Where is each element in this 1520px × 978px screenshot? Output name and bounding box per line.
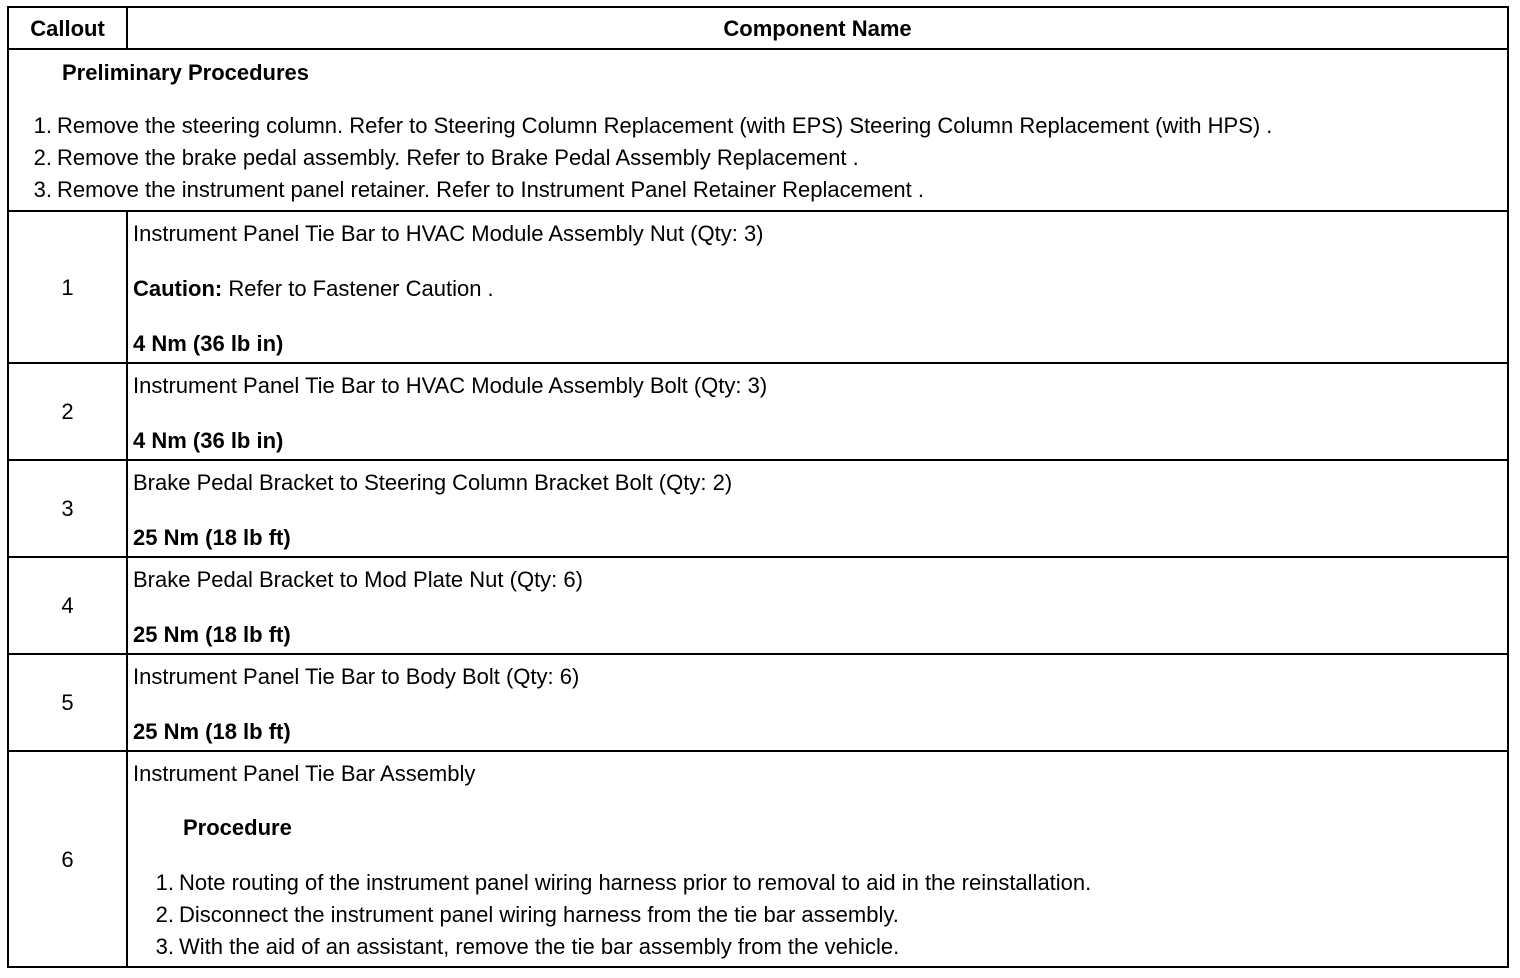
step-number: 2. bbox=[33, 144, 52, 170]
table-header-row bbox=[8, 7, 1508, 49]
component-cell bbox=[127, 363, 1508, 460]
table-row bbox=[8, 363, 1508, 460]
table-row bbox=[8, 557, 1508, 654]
component-name: Instrument Panel Tie Bar to Body Bolt (Qty: 6) bbox=[133, 664, 580, 689]
component-name: Instrument Panel Tie Bar to HVAC Module Assembly Bolt (Qty: 3) bbox=[133, 373, 768, 398]
callout-number: 1 bbox=[8, 211, 127, 363]
component-cell bbox=[127, 654, 1508, 751]
torque-spec: 25 Nm (18 lb ft) bbox=[133, 719, 291, 744]
torque-spec: 4 Nm (36 lb in) bbox=[133, 331, 284, 356]
table-row bbox=[8, 654, 1508, 751]
step-number: 2. bbox=[155, 901, 174, 927]
preliminary-procedures-row bbox=[8, 49, 1508, 211]
preliminary-step bbox=[9, 109, 1507, 141]
callout-number: 3 bbox=[8, 460, 127, 557]
component-name: Instrument Panel Tie Bar Assembly bbox=[133, 761, 476, 786]
callout-number: 2 bbox=[8, 363, 127, 460]
callout-number: 4 bbox=[8, 557, 127, 654]
procedure-step bbox=[133, 866, 1507, 898]
preliminary-step bbox=[9, 141, 1507, 173]
component-cell bbox=[127, 751, 1508, 967]
table-row bbox=[8, 211, 1508, 363]
component-table bbox=[7, 6, 1509, 968]
component-name-column-header: Component Name bbox=[127, 7, 1508, 49]
component-cell bbox=[127, 460, 1508, 557]
callout-number: 6 bbox=[8, 751, 127, 967]
step-text: Remove the brake pedal assembly. Refer to Brake Pedal Assembly Replacement . bbox=[57, 144, 859, 170]
torque-spec: 25 Nm (18 lb ft) bbox=[133, 622, 291, 647]
preliminary-step bbox=[9, 173, 1507, 205]
step-text: Disconnect the instrument panel wiring harness from the tie bar assembly. bbox=[179, 901, 899, 927]
component-name: Brake Pedal Bracket to Steering Column Bracket Bolt (Qty: 2) bbox=[133, 470, 733, 495]
procedure-step bbox=[133, 898, 1507, 930]
step-number: 1. bbox=[155, 869, 174, 895]
step-text: Note routing of the instrument panel wiring harness prior to removal to aid in the reinstallation. bbox=[179, 869, 1092, 895]
step-text: Remove the steering column. Refer to Steering Column Replacement (with EPS) Steering Column Replacement (with HPS) . bbox=[57, 112, 1273, 138]
component-name: Instrument Panel Tie Bar to HVAC Module Assembly Nut (Qty: 3) bbox=[133, 221, 764, 246]
callout-column-header: Callout bbox=[8, 7, 127, 49]
torque-spec: 25 Nm (18 lb ft) bbox=[133, 525, 291, 550]
component-cell bbox=[127, 211, 1508, 363]
torque-spec: 4 Nm (36 lb in) bbox=[133, 428, 284, 453]
step-text: With the aid of an assistant, remove the tie bar assembly from the vehicle. bbox=[179, 933, 900, 959]
callout-number: 5 bbox=[8, 654, 127, 751]
preliminary-procedures-cell bbox=[8, 49, 1508, 211]
caution-label: Caution: bbox=[133, 276, 223, 301]
table-row bbox=[8, 460, 1508, 557]
step-number: 1. bbox=[33, 112, 52, 138]
step-number: 3. bbox=[155, 933, 174, 959]
procedure-title: Procedure bbox=[183, 815, 292, 840]
step-text: Remove the instrument panel retainer. Refer to Instrument Panel Retainer Replacement . bbox=[57, 176, 925, 202]
preliminary-steps-list bbox=[9, 109, 1507, 205]
procedure-steps-list bbox=[133, 866, 1507, 962]
component-name: Brake Pedal Bracket to Mod Plate Nut (Qty: 6) bbox=[133, 567, 583, 592]
preliminary-procedures-title: Preliminary Procedures bbox=[62, 60, 310, 85]
caution-note bbox=[133, 275, 1507, 302]
procedure-step bbox=[133, 930, 1507, 962]
caution-text: Refer to Fastener Caution . bbox=[222, 276, 494, 301]
step-number: 3. bbox=[33, 176, 52, 202]
table-row bbox=[8, 751, 1508, 967]
component-cell bbox=[127, 557, 1508, 654]
